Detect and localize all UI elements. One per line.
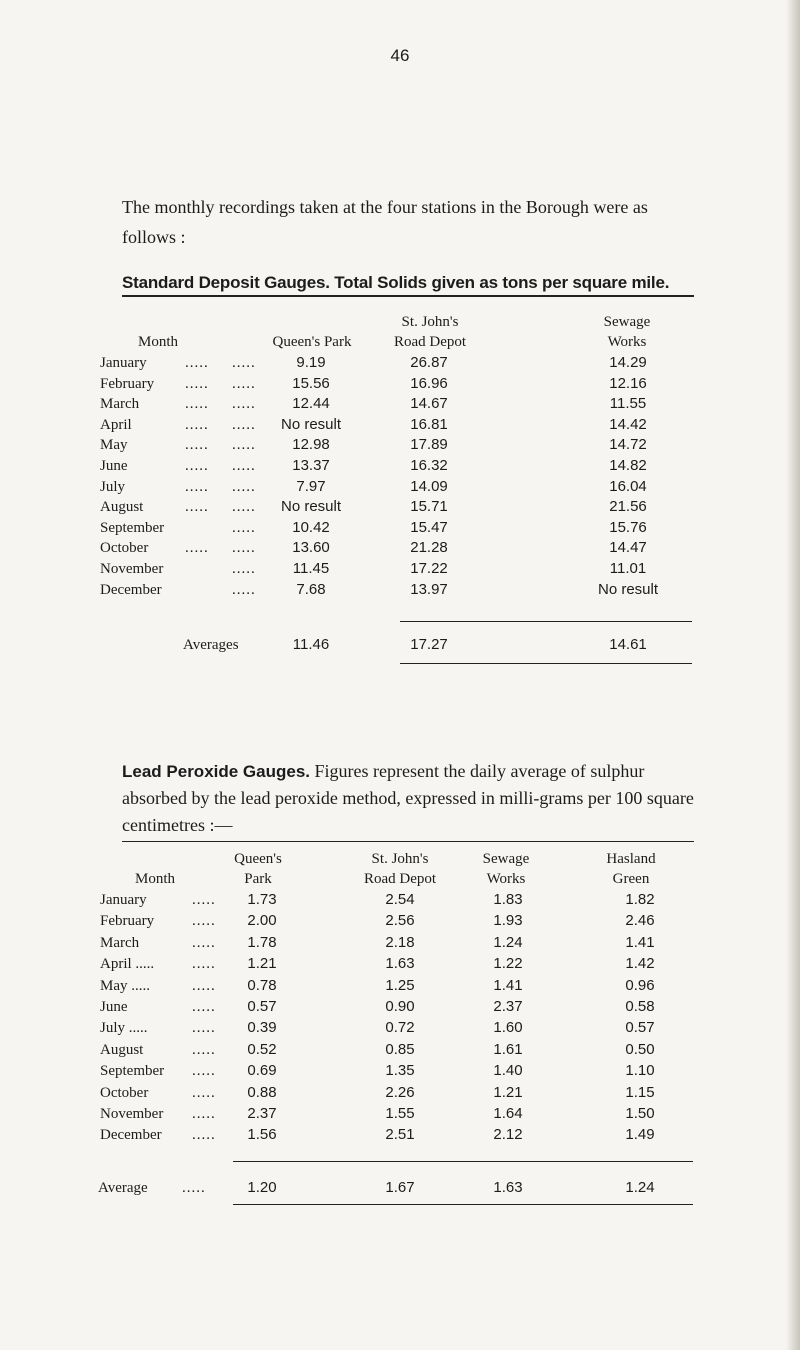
table-row-sewage-works: 1.21: [493, 1083, 523, 1101]
table-row-queens-park: 0.78: [247, 976, 277, 994]
table-row-dots: .....: [185, 355, 209, 371]
table-row-hasland-green: 0.58: [625, 998, 655, 1015]
table-row-queens-park: 0.57: [247, 998, 277, 1015]
table-row-month: September: [100, 519, 165, 536]
table-row-sewage-works: 14.42: [609, 415, 647, 433]
table-row-dots: .....: [192, 956, 216, 973]
table-row-queens-park: 2.00: [247, 912, 277, 930]
t2-header-hg-2: Green: [612, 871, 650, 887]
table-row-dots: .....: [185, 396, 209, 413]
table-row-month: May .....: [100, 977, 150, 994]
t2-header-month: Month: [134, 871, 176, 887]
table2-top-rule: [122, 841, 694, 842]
t2-header-qp-1: Queen's: [234, 851, 282, 867]
table-row-dots: .....: [192, 1127, 216, 1144]
table-row-st-johns: 1.25: [385, 976, 415, 994]
table-row-hasland-green: 1.50: [625, 1105, 655, 1122]
table-row-dots: .....: [192, 1020, 216, 1037]
table-row-queens-park: 12.98: [292, 436, 330, 454]
table-row-hasland-green: 1.41: [625, 933, 655, 951]
table-row-sewage-works: 14.47: [609, 539, 647, 557]
table-row-queens-park: 9.19: [296, 354, 326, 371]
table-row-queens-park: 1.21: [247, 955, 277, 973]
table-row-sewage-works: 1.24: [493, 933, 523, 951]
t1-average-sj: 17.27: [410, 636, 448, 653]
table-row-sewage-works: 1.60: [493, 1019, 523, 1037]
table-row-dots: .....: [185, 375, 209, 392]
t2-header-sw-2: Works: [486, 871, 526, 887]
table-row-month: March: [100, 934, 140, 951]
t1-header-stjohns-1: St. John's: [401, 314, 459, 330]
table-row-month: November: [100, 1106, 164, 1122]
table-row-month: May: [100, 437, 128, 454]
table-row-st-johns: 1.35: [385, 1062, 415, 1080]
table-row-dots: .....: [232, 437, 256, 454]
table-row-queens-park: 10.42: [292, 518, 330, 536]
table-row-queens-park: 1.78: [247, 933, 277, 951]
t1-average-label: Averages: [183, 637, 239, 653]
table-row-month: February: [100, 375, 155, 392]
t1-header-month: Month: [137, 334, 179, 350]
table-row-sewage-works: 21.56: [609, 498, 647, 516]
t1-header-sewage-1: Sewage: [603, 314, 651, 330]
table-row-dots: .....: [185, 416, 209, 433]
lead-peroxide-text: Figures represent the daily average of sulphur absorbed by the lead peroxide method, expressed in milli-grams per 100 square centimetres :—: [122, 761, 694, 835]
table-row-dots: .....: [185, 540, 209, 557]
t2-average-hg: 1.24: [625, 1179, 655, 1196]
table-row-queens-park: 13.37: [292, 457, 330, 474]
t2-header-qp-2: Park: [244, 871, 272, 887]
t1-header-stjohns-2: Road Depot: [393, 334, 467, 350]
t2-header-sw-1: Sewage: [482, 851, 530, 867]
table-row-dots: .....: [232, 581, 256, 598]
table-row-sewage-works: No result: [597, 580, 659, 598]
t1-average-sw: 14.61: [609, 636, 647, 653]
table-row-dots: .....: [192, 1063, 216, 1080]
table-row-st-johns: 2.18: [385, 933, 415, 951]
table2-bottom-rule: [233, 1204, 693, 1205]
t2-average-sw: 1.63: [493, 1179, 523, 1196]
table-row-hasland-green: 1.10: [625, 1062, 655, 1080]
table-row-sewage-works: 11.01: [609, 560, 647, 577]
t2-average-dots: .....: [182, 1180, 206, 1196]
table-row-dots: .....: [185, 499, 209, 516]
table-row-queens-park: 0.88: [247, 1083, 277, 1101]
table1-bottom-rule: [400, 663, 692, 664]
table-row-dots: .....: [232, 499, 256, 516]
table-row-st-johns: 21.28: [410, 539, 448, 557]
table-row-month: July .....: [100, 1020, 148, 1037]
table-row-st-johns: 14.09: [410, 477, 448, 495]
table-row-sewage-works: 1.61: [493, 1040, 523, 1058]
table-row-st-johns: 2.56: [385, 912, 415, 930]
table-row-st-johns: 16.96: [410, 374, 448, 392]
table-row-hasland-green: 1.82: [625, 891, 655, 908]
table-row-sewage-works: 14.72: [609, 436, 647, 454]
table-row-month: July: [100, 478, 126, 495]
table-row-st-johns: 2.54: [385, 891, 415, 908]
table-row-hasland-green: 2.46: [625, 912, 655, 930]
table-row-sewage-works: 1.40: [493, 1062, 523, 1080]
table-row-st-johns: 16.81: [410, 415, 448, 433]
table1-average-rule: [400, 621, 692, 622]
table-row-month: August: [100, 1041, 144, 1058]
page-edge-shadow: [786, 0, 800, 1350]
t2-header-sj-1: St. John's: [371, 851, 429, 867]
table-row-month: June: [100, 999, 128, 1015]
table-row-queens-park: 7.97: [296, 477, 326, 495]
table-row-sewage-works: 12.16: [609, 374, 647, 392]
table1-top-rule: [122, 295, 694, 297]
table-row-dots: .....: [232, 478, 256, 495]
table-row-dots: .....: [232, 561, 256, 577]
table-row-sewage-works: 14.29: [609, 354, 647, 371]
table-row-sewage-works: 1.41: [493, 976, 523, 994]
table-row-month: December: [100, 581, 162, 598]
table-row-queens-park: 1.73: [247, 891, 277, 908]
table-row-queens-park: 0.52: [247, 1040, 277, 1058]
table-row-queens-park: 0.39: [247, 1019, 277, 1037]
table-row-month: March: [100, 396, 140, 413]
table-row-queens-park: 0.69: [247, 1062, 277, 1080]
table-row-month: April: [100, 416, 132, 433]
table-row-hasland-green: 1.49: [625, 1126, 655, 1144]
table-row-sewage-works: 11.55: [609, 395, 647, 413]
table-row-dots: .....: [232, 375, 256, 392]
table-row-st-johns: 26.87: [410, 354, 448, 371]
table-row-sewage-works: 1.22: [493, 955, 523, 973]
table-row-st-johns: 17.22: [410, 560, 448, 577]
table-row-sewage-works: 2.12: [493, 1126, 523, 1144]
table-row-queens-park: 15.56: [292, 374, 330, 392]
table-row-dots: .....: [185, 458, 209, 474]
table-row-dots: .....: [192, 892, 216, 908]
table-row-dots: .....: [185, 478, 209, 495]
table-row-st-johns: 13.97: [410, 580, 448, 598]
table-row-hasland-green: 0.50: [625, 1040, 655, 1058]
t1-header-sewage-2: Works: [607, 334, 647, 350]
lead-peroxide-title: Lead Peroxide Gauges.: [122, 762, 311, 781]
t1-average-qp: 11.46: [292, 636, 330, 653]
table-row-sewage-works: 16.04: [609, 477, 647, 495]
table-row-dots: .....: [192, 999, 216, 1015]
table-row-st-johns: 0.85: [385, 1040, 415, 1058]
table-row-sewage-works: 1.83: [493, 891, 523, 908]
table-row-hasland-green: 0.96: [625, 976, 655, 994]
table-row-month: February: [100, 913, 155, 930]
table-row-queens-park: 1.56: [247, 1126, 277, 1144]
t2-header-sj-2: Road Depot: [363, 871, 437, 887]
table-row-st-johns: 16.32: [410, 457, 448, 474]
table-row-dots: .....: [185, 437, 209, 454]
table-row-sewage-works: 1.64: [493, 1105, 523, 1122]
t2-average-label: Average: [98, 1180, 148, 1196]
table-row-st-johns: 1.63: [385, 955, 415, 973]
t1-header-queens-park: Queen's Park: [272, 334, 352, 350]
table-row-dots: .....: [192, 977, 216, 994]
table-row-hasland-green: 1.42: [625, 955, 655, 973]
table-row-st-johns: 14.67: [410, 395, 448, 413]
t2-average-qp: 1.20: [247, 1179, 277, 1196]
t2-average-sj: 1.67: [385, 1179, 415, 1196]
table-row-st-johns: 17.89: [410, 436, 448, 454]
table-row-dots: .....: [232, 416, 256, 433]
table-row-month: September: [100, 1063, 165, 1080]
table-row-queens-park: 2.37: [247, 1105, 277, 1122]
table-row-month: January: [100, 355, 147, 371]
table-row-st-johns: 2.51: [385, 1126, 415, 1144]
table-row-queens-park: No result: [280, 415, 342, 433]
table2-average-rule: [233, 1161, 693, 1162]
table-row-month: August: [100, 499, 144, 516]
table-row-dots: .....: [232, 355, 256, 371]
table-row-month: June: [100, 458, 128, 474]
table-row-sewage-works: 1.93: [493, 912, 523, 930]
table-row-month: January: [100, 892, 147, 908]
table-row-dots: .....: [232, 458, 256, 474]
table-row-sewage-works: 15.76: [609, 518, 647, 536]
table-row-st-johns: 1.55: [385, 1105, 415, 1122]
table-row-dots: .....: [192, 1106, 216, 1122]
table-row-month: April .....: [100, 956, 155, 973]
table-row-queens-park: No result: [280, 498, 342, 516]
table-row-hasland-green: 0.57: [625, 1019, 655, 1037]
table-row-dots: .....: [192, 1084, 216, 1101]
table-row-st-johns: 0.90: [385, 998, 415, 1015]
page-number: 46: [390, 46, 410, 65]
table-row-month: November: [100, 561, 164, 577]
table-row-dots: .....: [192, 1041, 216, 1058]
table-row-st-johns: 2.26: [385, 1083, 415, 1101]
table-row-dots: .....: [192, 934, 216, 951]
table-row-st-johns: 15.71: [410, 498, 448, 516]
t2-header-hg-1: Hasland: [606, 851, 656, 867]
table-row-sewage-works: 14.82: [609, 457, 647, 474]
table-row-queens-park: 12.44: [292, 395, 330, 413]
table-row-dots: .....: [232, 519, 256, 536]
table-row-queens-park: 13.60: [292, 539, 330, 557]
intro-paragraph: The monthly recordings taken at the four stations in the Borough were as follows :: [122, 197, 648, 247]
table-row-dots: .....: [232, 540, 256, 557]
table-row-st-johns: 15.47: [410, 518, 448, 536]
table-row-dots: .....: [232, 396, 256, 413]
table-row-dots: .....: [192, 913, 216, 930]
table-row-month: December: [100, 1127, 162, 1144]
table1-title: Standard Deposit Gauges. Total Solids given as tons per square mile.: [122, 273, 670, 292]
table-row-queens-park: 7.68: [296, 580, 326, 598]
table-row-month: October: [100, 540, 149, 557]
table-row-queens-park: 11.45: [292, 560, 330, 577]
table-row-sewage-works: 2.37: [493, 998, 523, 1015]
table-row-month: October: [100, 1084, 149, 1101]
lead-peroxide-paragraph: [122, 758, 702, 839]
table-row-st-johns: 0.72: [385, 1019, 415, 1037]
table-row-hasland-green: 1.15: [625, 1083, 655, 1101]
